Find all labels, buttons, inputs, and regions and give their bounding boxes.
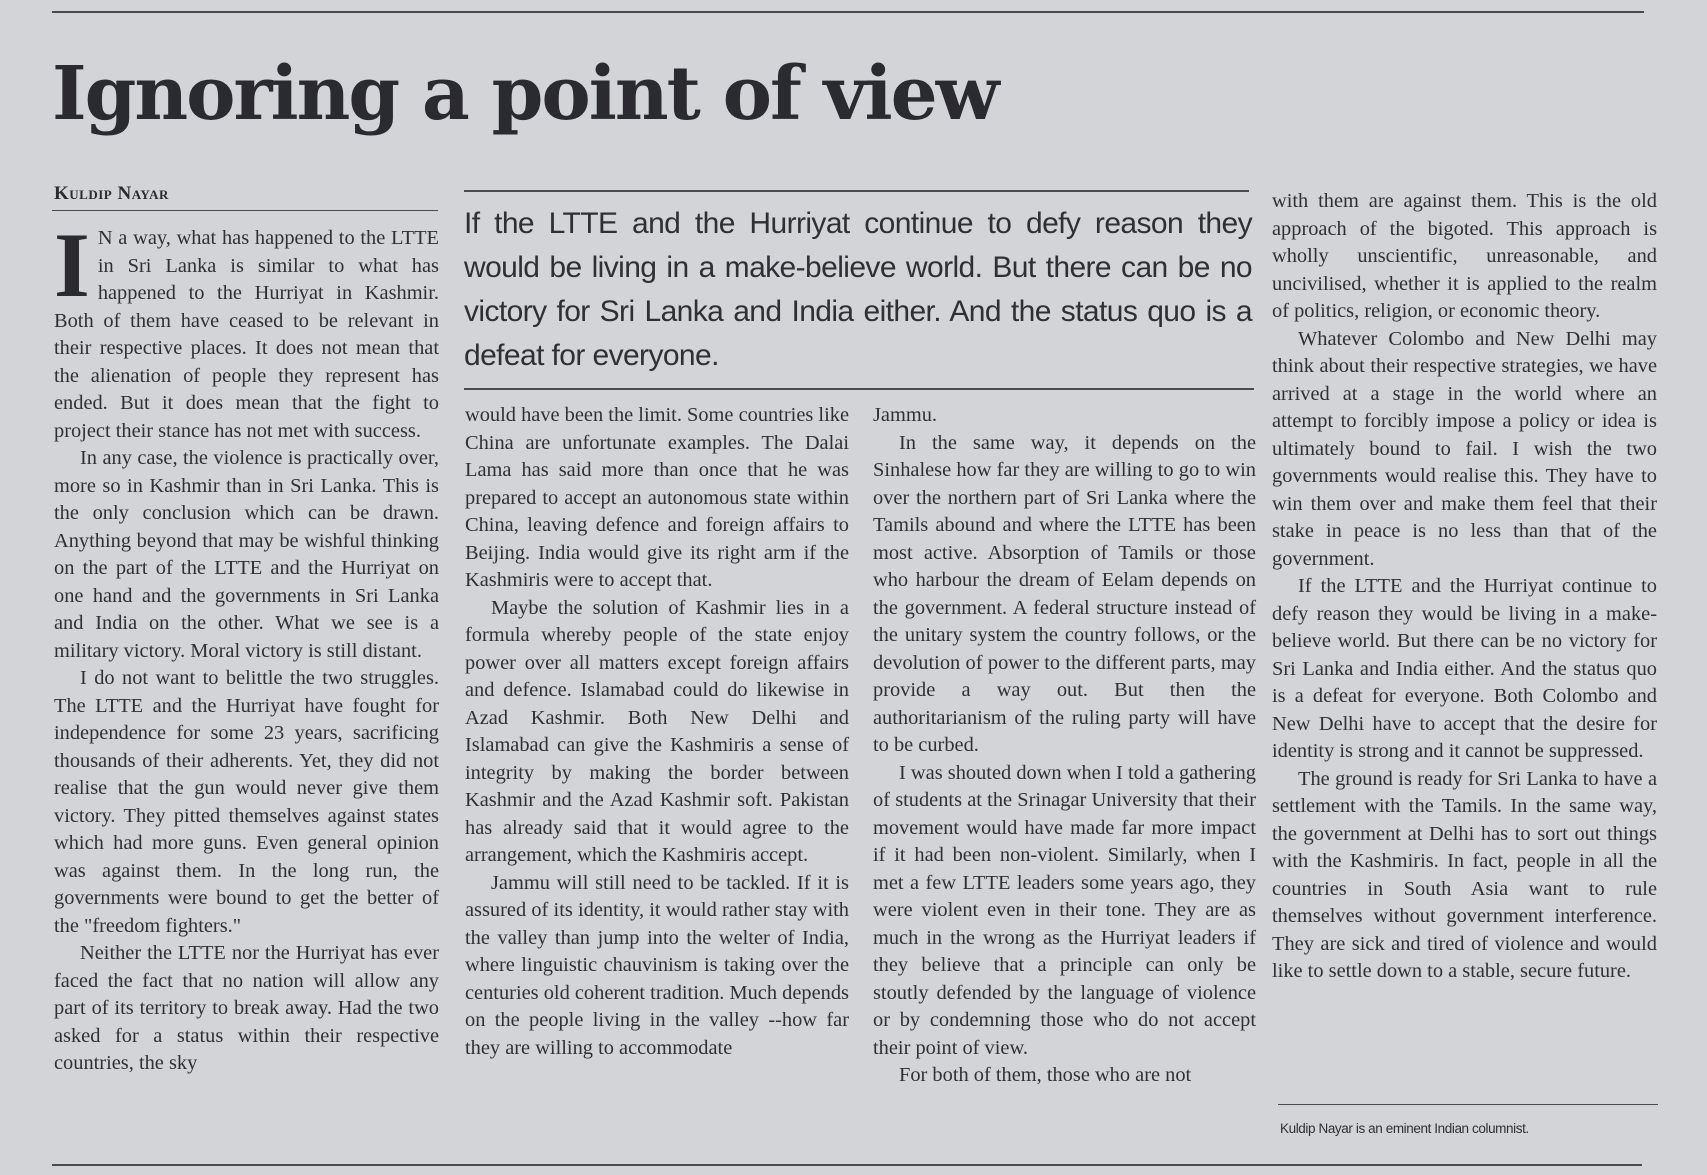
byline: Kuldip Nayar [54, 183, 169, 204]
paragraph: I was shouted down when I told a gathering of students at the Srinagar University that their movement would have made far more impact if it had been non-violent. Similarly, when I met a few LTTE leaders some years ago, they were violent even in their tone. They are as much in the wrong as the Hurriyat leaders if they believe that a principle can only be stoutly defended by the language of violence or by condemning those who do not accept their point of view. [873, 761, 1256, 1059]
pull-quote-top-rule [464, 190, 1249, 192]
article-column-1 [54, 214, 439, 1078]
paragraph [54, 214, 439, 445]
paragraph: Jammu. [873, 404, 937, 426]
pull-quote-bottom-rule [464, 388, 1254, 390]
paragraph-text: N a way, what has happened to the LTTE in Sri Lanka is similar to what has happened to the Hurriyat in Kashmir. Both of them have ceased to be relevant in their respective places. It does not mean that the alienation of people they represent has ended. But it does mean that the fight to project their stance has not met with success. [54, 227, 439, 442]
paragraph: If the LTTE and the Hurriyat continue to defy reason they would be living in a make-believe world. But there can be no victory for Sri Lanka and India either. And the status quo is a defeat for everyone. Both Colombo and New Delhi have to accept that the desire for identity is strong and it cannot be suppressed. [1272, 575, 1657, 762]
author-note: Kuldip Nayar is an eminent Indian columnist. [1280, 1121, 1529, 1136]
top-rule [52, 11, 1644, 13]
article-column-2 [465, 402, 849, 1062]
bottom-rule [52, 1164, 1642, 1166]
headline: Ignoring a point of view [52, 51, 998, 137]
byline-rule [52, 210, 438, 211]
article-column-3 [873, 402, 1256, 1090]
paragraph: I do not want to belittle the two struggles. The LTTE and the Hurriyat have fought for independence for some 23 years, sacrificing thousands of their adherents. Yet, they did not realise that the gun would never give them victory. They pitted themselves against states which had more guns. Even general opinion was against them. In the long run, the governments were bound to get the better of the "freedom fighters." [54, 667, 439, 937]
paragraph: For both of them, those who are not [899, 1064, 1192, 1086]
paragraph: Jammu will still need to be tackled. If it is assured of its identity, it would rather stay with the valley than jump into the welter of India, where linguistic chauvinism is taking over the centuries old coherent tradition. Much depends on the people living in the valley --how far they are willing to accommodate [465, 871, 849, 1059]
drop-cap: I [54, 214, 90, 316]
paragraph: In the same way, it depends on the Sinhalese how far they are willing to go to win over the northern part of Sri Lanka where the Tamils abound and where the LTTE has been most active. Absorption of Tamils or those who harbour the dream of Eelam depends on the government. A federal structure instead of the unitary system the country follows, or the devolution of power to the different parts, may provide a way out. But then the authoritarianism of the ruling party will have to be curbed. [873, 431, 1256, 756]
paragraph: In any case, the violence is practically over, more so in Kashmir than in Sri Lanka. This is the only conclusion which can be drawn. Anything beyond that may be wishful thinking on the part of the LTTE and the Hurriyat on one hand and the governments in Sri Lanka and India on the other. What we see is a military victory. Moral victory is still distant. [54, 447, 439, 662]
pull-quote: If the LTTE and the Hurriyat continue to defy reason they would be living in a make-believe world. But there can be no victory for Sri Lanka and India either. And the status quo is a defeat for everyone. [464, 207, 1252, 372]
article-column-4 [1272, 188, 1657, 986]
paragraph: would have been the limit. Some countries like China are unfortunate examples. The Dalai Lama has said more than once that he was prepared to accept an autonomous state within China, leaving defence and foreign affairs to Beijing. India would give its right arm if the Kashmiris were to accept that. [465, 404, 849, 591]
paragraph: with them are against them. This is the old approach of the bigoted. This approach is wholly unscientific, unreasonable, and uncivilised, whether it is applied to the realm of politics, religion, or economic theory. [1272, 190, 1657, 322]
paragraph: Neither the LTTE nor the Hurriyat has ever faced the fact that no nation will allow any part of its territory to break away. Had the two asked for a status within their respective countries, the sky [54, 942, 439, 1074]
paragraph: Whatever Colombo and New Delhi may think about their respective strategies, we have arrived at a stage in the world where an attempt to forcibly impose a policy or idea is ultimately bound to fail. I wish the two governments would realise this. They have to win them over and make them feel that their stake in peace is no less than that of the government. [1272, 327, 1657, 570]
paragraph: Maybe the solution of Kashmir lies in a formula whereby people of the state enjoy power over all matters except foreign affairs and defence. Islamabad could do likewise in Azad Kashmir. Both New Delhi and Islamabad can give the Kashmiris a sense of integrity by making the border between Kashmir and the Azad Kashmir soft. Pakistan has already said that it would agree to the arrangement, which the Kashmiris accept. [465, 596, 849, 866]
footer-rule [1278, 1104, 1658, 1105]
paragraph: The ground is ready for Sri Lanka to have a settlement with the Tamils. In the same way, the government at Delhi has to sort out things with the Kashmiris. In fact, people in all the countries in South Asia want to rule themselves without government interference. They are sick and tired of violence and would like to settle down to a stable, secure future. [1272, 767, 1657, 982]
